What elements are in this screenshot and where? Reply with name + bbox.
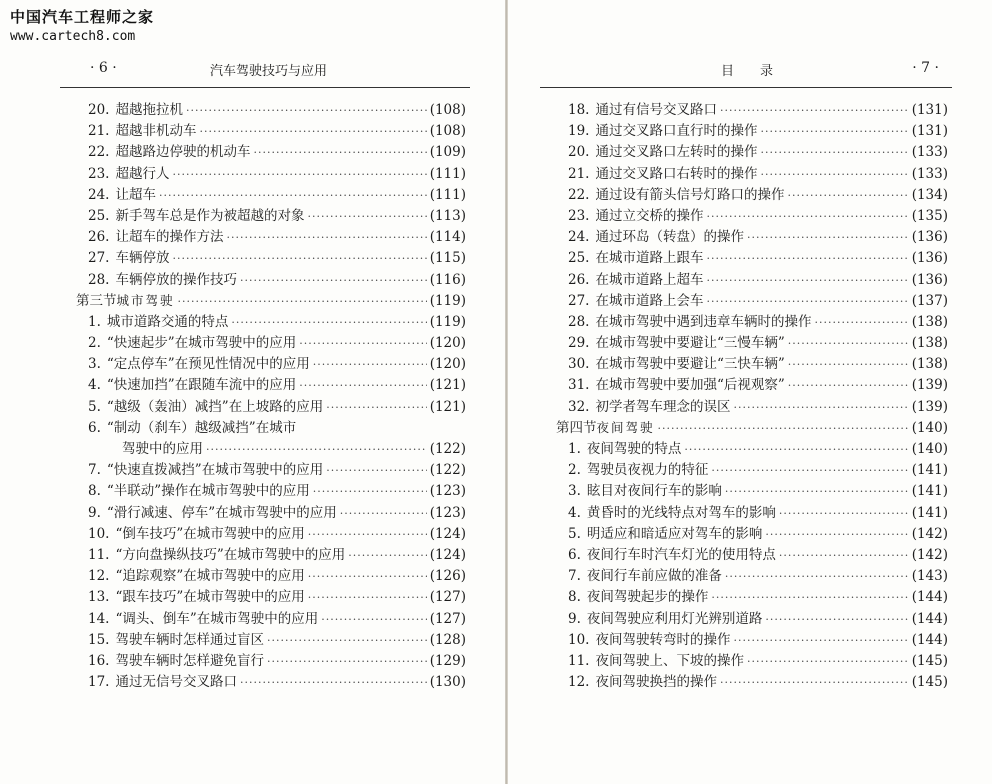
toc-entry <box>60 352 468 373</box>
dot-leader <box>788 337 909 350</box>
toc-entry <box>540 564 950 585</box>
entry-title: 明适应和暗适应对驾车的影响 <box>586 525 763 542</box>
entry-title: 在城市道路上会车 <box>595 292 704 309</box>
dot-leader <box>226 231 426 244</box>
entry-page: (119) <box>429 292 466 309</box>
entry-number: 2. <box>568 462 581 479</box>
entry-number: 16. <box>88 652 110 669</box>
entry-page: (138) <box>911 356 948 373</box>
entry-page: (122) <box>429 441 466 457</box>
entry-page: (131) <box>911 123 948 140</box>
entry-title: 城市道路交通的特点 <box>106 313 229 330</box>
entry-page: (120) <box>429 335 466 352</box>
entry-page: (109) <box>429 144 466 161</box>
toc-entry <box>60 331 468 352</box>
toc-entry <box>60 607 468 628</box>
entry-title: 新手驾车总是作为被超越的对象 <box>115 207 305 224</box>
entry-page: (108) <box>429 123 466 140</box>
entry-title: 通过交叉路口直行时的操作 <box>595 123 758 140</box>
entry-title: 驾驶员夜视力的特征 <box>586 462 709 479</box>
toc-entry <box>60 395 468 416</box>
entry-title: 超越非机动车 <box>115 123 197 140</box>
toc-list <box>540 98 950 691</box>
toc-entry <box>60 119 468 140</box>
dot-leader <box>747 655 909 668</box>
toc-entry <box>540 607 950 628</box>
entry-number: 5. <box>568 525 581 542</box>
entry-title: 夜间驾驶的特点 <box>586 441 682 457</box>
toc-entry <box>540 628 950 649</box>
dot-leader <box>299 337 426 350</box>
entry-number: 12. <box>88 568 110 585</box>
entry-number: 25. <box>568 250 590 267</box>
page-number: · 6 · <box>90 60 117 76</box>
entry-page: (134) <box>911 186 948 203</box>
dot-leader <box>308 591 427 604</box>
entry-title: 城市驾驶 <box>116 292 175 308</box>
header-rule <box>540 87 952 88</box>
entry-page: (136) <box>911 250 948 267</box>
dot-leader <box>240 274 427 287</box>
entry-page: (141) <box>911 462 948 479</box>
entry-page: (114) <box>429 229 466 246</box>
entry-title: “快速起步”在城市驾驶中的应用 <box>106 335 297 352</box>
entry-title: 通过有信号交叉路口 <box>595 102 717 118</box>
dot-leader <box>733 401 908 414</box>
dot-leader <box>779 549 909 562</box>
entry-number: 24. <box>88 186 110 203</box>
entry-page: (121) <box>429 398 466 415</box>
entry-title: “制动（刹车）越级减挡”在城市 <box>106 419 297 436</box>
toc-entry <box>60 246 468 267</box>
entry-page: (124) <box>429 525 466 542</box>
dot-leader <box>313 485 427 498</box>
dot-leader <box>308 528 427 541</box>
dot-leader <box>706 252 908 265</box>
dot-leader <box>720 104 909 117</box>
entry-title: “越级（轰油）减挡”在上坡路的应用 <box>106 398 324 415</box>
dot-leader <box>684 443 908 456</box>
entry-number: 3. <box>568 483 581 500</box>
entry-page: (121) <box>429 377 466 394</box>
dot-leader <box>760 146 908 159</box>
toc-entry <box>540 183 950 204</box>
entry-title: “跟车技巧”在城市驾驶中的应用 <box>115 589 305 606</box>
entry-number: 29. <box>568 335 590 352</box>
dot-leader <box>240 676 427 689</box>
entry-page: (142) <box>911 546 948 563</box>
toc-entry <box>60 501 468 522</box>
dot-leader <box>747 231 909 244</box>
entry-page: (136) <box>911 229 948 246</box>
toc-entry <box>540 331 950 352</box>
dot-leader <box>658 422 909 435</box>
running-title: 汽车驾驶技巧与应用 <box>210 64 328 79</box>
dot-leader <box>720 676 909 689</box>
entry-title: 通过设有箭头信号灯路口的操作 <box>595 186 785 203</box>
entry-page: (122) <box>429 462 466 479</box>
dot-leader <box>779 507 909 520</box>
entry-page: (135) <box>911 207 948 224</box>
toc-entry <box>540 395 950 416</box>
toc-entry <box>540 501 950 522</box>
toc-entry <box>540 458 950 479</box>
toc-entry <box>60 98 468 119</box>
entry-number: 12. <box>568 674 590 691</box>
dot-leader <box>159 189 427 202</box>
dot-leader <box>706 295 908 308</box>
toc-entry <box>60 522 468 543</box>
entry-page: (115) <box>429 250 466 267</box>
entry-number: 6. <box>568 546 581 563</box>
entry-number: 23. <box>88 165 110 182</box>
entry-title: 驾驶车辆时怎样通过盲区 <box>115 631 264 648</box>
entry-page: (144) <box>911 610 948 627</box>
entry-number: 26. <box>568 271 590 288</box>
dot-leader <box>299 379 426 392</box>
entry-page: (120) <box>429 356 466 373</box>
entry-title: “追踪观察”在城市驾驶中的应用 <box>115 568 305 585</box>
dot-leader <box>267 634 427 647</box>
dot-leader <box>765 528 908 541</box>
entry-page: (138) <box>911 313 948 330</box>
page-number: · 7 · <box>912 60 939 76</box>
entry-title: “调头、倒车”在城市驾驶中的应用 <box>115 610 319 627</box>
entry-title: 夜间驾驶 <box>596 419 655 435</box>
entry-number: 25. <box>88 207 110 224</box>
toc-section-entry <box>60 289 468 310</box>
dot-leader <box>172 252 426 265</box>
toc-entry <box>60 373 468 394</box>
toc-entry <box>60 225 468 246</box>
entry-page: (138) <box>911 335 948 352</box>
entry-title: “滑行减速、停车”在城市驾驶中的应用 <box>106 504 337 521</box>
entry-number: 17. <box>88 674 110 691</box>
dot-leader <box>199 125 426 138</box>
toc-entry <box>60 310 468 331</box>
toc-entry <box>540 373 950 394</box>
entry-number: 3. <box>88 356 101 373</box>
entry-page: (139) <box>911 398 948 415</box>
toc-entry <box>60 183 468 204</box>
toc-list <box>60 98 468 691</box>
entry-number: 9. <box>568 610 581 627</box>
toc-entry <box>60 140 468 161</box>
dot-leader <box>307 210 426 223</box>
entry-page: (142) <box>911 525 948 542</box>
entry-title: 在城市道路上超车 <box>595 271 704 288</box>
entry-title: 超越拖拉机 <box>115 102 183 118</box>
entry-title: 通过交叉路口左转时的操作 <box>595 144 758 161</box>
entry-page: (140) <box>911 419 948 436</box>
entry-title: 车辆停放 <box>115 250 170 267</box>
entry-number: 31. <box>568 377 590 394</box>
entry-page: (144) <box>911 631 948 648</box>
entry-number: 第三节 <box>76 292 117 309</box>
entry-number: 15. <box>88 631 110 648</box>
toc-entry <box>540 310 950 331</box>
entry-page: (141) <box>911 483 948 500</box>
entry-title: 通过环岛（转盘）的操作 <box>595 229 744 246</box>
entry-page: (127) <box>429 589 466 606</box>
entry-number: 23. <box>568 207 590 224</box>
right-page-header <box>536 60 951 82</box>
toc-entry <box>540 522 950 543</box>
dot-leader <box>267 655 427 668</box>
entry-title: 夜间驾驶起步的操作 <box>586 589 709 606</box>
dot-leader <box>348 549 426 562</box>
entry-title: “定点停车”在预见性情况中的应用 <box>106 356 310 373</box>
dot-leader <box>733 634 908 647</box>
dot-leader <box>814 316 908 329</box>
dot-leader <box>787 189 908 202</box>
entry-page: (145) <box>911 674 948 691</box>
toc-entry <box>540 98 950 119</box>
entry-number: 2. <box>88 335 101 352</box>
toc-entry <box>540 162 950 183</box>
entry-title: 在城市道路上跟车 <box>595 250 704 267</box>
toc-entry <box>540 585 950 606</box>
entry-page: (126) <box>429 568 466 585</box>
entry-page: (139) <box>911 377 948 394</box>
entry-number: 27. <box>568 292 590 309</box>
entry-number: 19. <box>568 123 590 140</box>
toc-entry <box>540 670 950 691</box>
entry-page: (127) <box>429 610 466 627</box>
toc-entry <box>60 268 468 289</box>
entry-title: 驾驶中的应用 <box>122 441 203 457</box>
dot-leader <box>711 591 908 604</box>
entry-page: (123) <box>429 483 466 500</box>
entry-page: (143) <box>911 568 948 585</box>
entry-number: 32. <box>568 398 590 415</box>
watermark-url: www.cartech8.com <box>10 29 136 44</box>
entry-title: 超越行人 <box>115 165 170 182</box>
entry-page: (133) <box>911 165 948 182</box>
toc-entry <box>540 543 950 564</box>
entry-title: 夜间驾驶转弯时的操作 <box>595 631 731 648</box>
entry-title: 通过无信号交叉路口 <box>115 674 237 691</box>
dot-leader <box>326 464 426 477</box>
entry-number: 10. <box>88 525 110 542</box>
entry-page: (124) <box>429 546 466 563</box>
entry-number: 20. <box>88 102 110 118</box>
entry-title: 让超车的操作方法 <box>115 229 224 246</box>
entry-number: 8. <box>88 483 101 500</box>
entry-number: 1. <box>568 441 581 457</box>
entry-title: 初学者驾车理念的误区 <box>595 398 731 415</box>
toc-entry <box>540 437 950 458</box>
toc-entry <box>540 352 950 373</box>
entry-page: (140) <box>911 441 948 457</box>
toc-entry <box>60 162 468 183</box>
entry-page: (119) <box>429 313 466 330</box>
entry-page: (141) <box>911 504 948 521</box>
entry-page: (131) <box>911 102 948 118</box>
toc-entry <box>60 204 468 225</box>
toc-entry <box>540 246 950 267</box>
entry-number: 5. <box>88 398 101 415</box>
toc-entry <box>60 670 468 691</box>
dot-leader <box>760 125 908 138</box>
toc-entry <box>540 289 950 310</box>
entry-page: (137) <box>911 292 948 309</box>
entry-number: 11. <box>568 652 590 669</box>
entry-number: 10. <box>568 631 590 648</box>
dot-leader <box>760 168 908 181</box>
toc-entry <box>540 479 950 500</box>
running-title: 目录 <box>721 64 800 79</box>
entry-title: 眩目对夜间行车的影响 <box>586 483 722 500</box>
entry-title: 夜间驾驶换挡的操作 <box>595 674 717 691</box>
entry-page: (116) <box>429 271 466 288</box>
toc-entry <box>540 649 950 670</box>
dot-leader <box>788 379 909 392</box>
entry-page: (144) <box>911 589 948 606</box>
toc-entry <box>60 564 468 585</box>
entry-page: (111) <box>429 186 466 203</box>
entry-page: (129) <box>429 652 466 669</box>
entry-number: 7. <box>568 568 581 585</box>
entry-number: 27. <box>88 250 110 267</box>
entry-title: 在城市驾驶中要加强“后视观察” <box>595 377 785 394</box>
dot-leader <box>788 358 909 371</box>
toc-entry <box>60 437 468 458</box>
entry-title: 夜间驾驶上、下坡的操作 <box>595 652 744 669</box>
entry-number: 22. <box>568 186 590 203</box>
entry-number: 11. <box>88 546 110 563</box>
dot-leader <box>706 210 908 223</box>
entry-number: 13. <box>88 589 110 606</box>
left-page-header <box>60 60 470 82</box>
entry-number: 14. <box>88 610 110 627</box>
dot-leader <box>308 570 427 583</box>
entry-page: (128) <box>429 631 466 648</box>
dot-leader <box>340 507 427 520</box>
entry-title: “快速直拨减挡”在城市驾驶中的应用 <box>106 462 324 479</box>
entry-title: “倒车技巧”在城市驾驶中的应用 <box>115 525 305 542</box>
right-page <box>496 0 992 784</box>
entry-title: 通过立交桥的操作 <box>595 207 704 224</box>
entry-number: 9. <box>88 504 101 521</box>
entry-page: (108) <box>429 102 466 118</box>
entry-number: 28. <box>568 313 590 330</box>
entry-page: (136) <box>911 271 948 288</box>
entry-title: “半联动”操作在城市驾驶中的应用 <box>106 483 310 500</box>
entry-page: (111) <box>429 165 466 182</box>
entry-number: 20. <box>568 144 590 161</box>
toc-section-entry <box>540 416 950 437</box>
entry-title: 驾驶车辆时怎样避免盲行 <box>115 652 264 669</box>
entry-number: 4. <box>568 504 581 521</box>
toc-entry <box>60 458 468 479</box>
entry-number: 21. <box>88 123 110 140</box>
dot-leader <box>765 613 908 626</box>
dot-leader <box>178 295 427 308</box>
toc-entry <box>540 268 950 289</box>
entry-number: 第四节 <box>556 419 597 436</box>
dot-leader <box>172 168 426 181</box>
entry-title: 夜间驾驶应利用灯光辨别道路 <box>586 610 763 627</box>
entry-title: “快速加挡”在跟随车流中的应用 <box>106 377 297 394</box>
entry-page: (130) <box>429 674 466 691</box>
toc-entry <box>540 140 950 161</box>
toc-entry <box>540 204 950 225</box>
dot-leader <box>321 613 426 626</box>
toc-entry <box>60 585 468 606</box>
dot-leader <box>313 358 427 371</box>
dot-leader <box>326 401 426 414</box>
toc-entry <box>60 416 468 437</box>
entry-number: 18. <box>568 102 590 118</box>
entry-number: 22. <box>88 144 110 161</box>
entry-number: 1. <box>88 313 101 330</box>
dot-leader <box>706 274 908 287</box>
header-rule <box>60 87 470 88</box>
toc-entry <box>60 649 468 670</box>
toc-entry <box>60 479 468 500</box>
dot-leader <box>711 464 908 477</box>
entry-number: 7. <box>88 462 101 479</box>
entry-title: 通过交叉路口右转时的操作 <box>595 165 758 182</box>
dot-leader <box>725 485 909 498</box>
entry-title: 车辆停放的操作技巧 <box>115 271 237 288</box>
watermark-title: 中国汽车工程师之家 <box>10 8 155 26</box>
entry-number: 26. <box>88 229 110 246</box>
entry-number: 8. <box>568 589 581 606</box>
entry-page: (113) <box>429 207 466 224</box>
entry-number: 24. <box>568 229 590 246</box>
entry-title: 夜间行车时汽车灯光的使用特点 <box>586 546 776 563</box>
entry-title: 在城市驾驶中遇到违章车辆时的操作 <box>595 313 812 330</box>
entry-page: (133) <box>911 144 948 161</box>
dot-leader <box>231 316 426 329</box>
toc-entry <box>60 543 468 564</box>
dot-leader <box>186 104 427 117</box>
entry-title: 让超车 <box>115 186 156 203</box>
toc-entry <box>540 225 950 246</box>
entry-title: 在城市驾驶中要避让“三慢车辆” <box>595 335 785 352</box>
dot-leader <box>253 146 426 159</box>
entry-number: 4. <box>88 377 101 394</box>
entry-number: 6. <box>88 419 101 436</box>
entry-number: 21. <box>568 165 590 182</box>
entry-page: (145) <box>911 652 948 669</box>
entry-page: (123) <box>429 504 466 521</box>
toc-entry <box>60 628 468 649</box>
toc-entry <box>540 119 950 140</box>
entry-title: 超越路边停驶的机动车 <box>115 144 251 161</box>
dot-leader <box>206 443 427 456</box>
entry-title: “方向盘操纵技巧”在城市驾驶中的应用 <box>115 546 346 563</box>
entry-number: 30. <box>568 356 590 373</box>
entry-number: 28. <box>88 271 110 288</box>
entry-title: 黄昏时的光线特点对驾车的影响 <box>586 504 776 521</box>
entry-title: 在城市驾驶中要避让“三快车辆” <box>595 356 785 373</box>
entry-title: 夜间行车前应做的准备 <box>586 568 722 585</box>
dot-leader <box>725 570 909 583</box>
